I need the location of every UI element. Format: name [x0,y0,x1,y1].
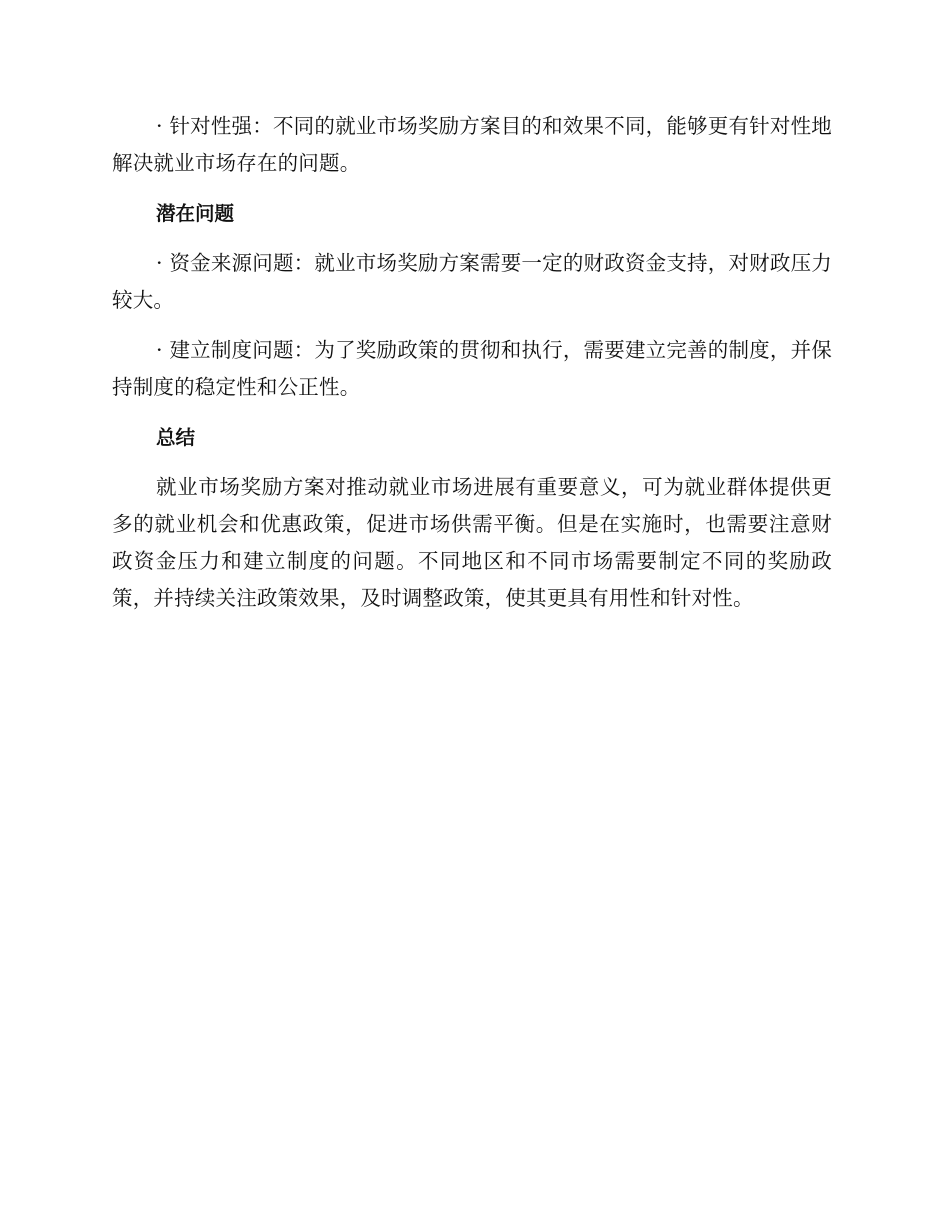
paragraph-summary: 就业市场奖励方案对推动就业市场进展有重要意义，可为就业群体提供更多的就业机会和优惠政策，促进市场供需平衡。但是在实施时，也需要注意财政资金压力和建立制度的问题。不同地区和不同市场需要制定不同的奖励政策，并持续关注政策效果，及时调整政策，使其更具有用性和针对性。 [112,475,832,610]
heading-potential-issues: 潜在问题 [156,202,235,225]
paragraph-targeted: · 针对性强：不同的就业市场奖励方案目的和效果不同，能够更有针对性地解决就业市场存在的问题。 [112,114,832,175]
heading-summary: 总结 [156,426,196,449]
document-page [112,108,832,630]
paragraph-funding-source: · 资金来源问题：就业市场奖励方案需要一定的财政资金支持，对财政压力较大。 [112,251,832,312]
paragraph-system-building: · 建立制度问题：为了奖励政策的贯彻和执行，需要建立完善的制度，并保持制度的稳定性和公正性。 [112,338,832,399]
